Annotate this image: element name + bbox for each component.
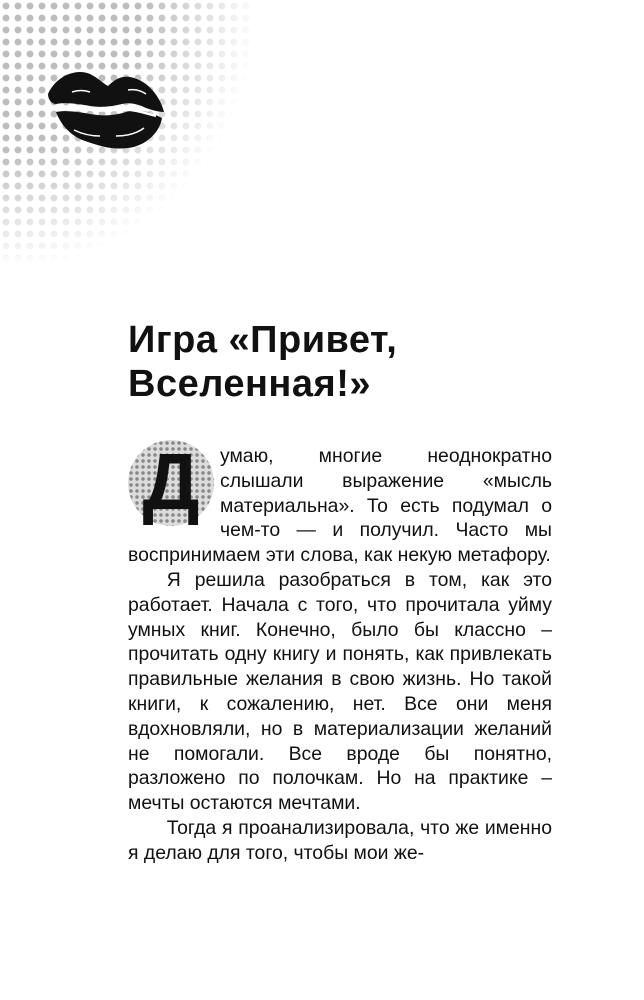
article-body <box>128 437 552 866</box>
drop-cap-letter: Д <box>142 437 200 526</box>
title-line-2: Вселенная!» <box>128 363 371 405</box>
title-line-1: Игра «Привет, <box>128 319 398 361</box>
page-title <box>128 318 598 406</box>
lips-kiss-icon <box>42 62 168 152</box>
paragraph-3: Тогда я проанализировала, что же именно я делаю для того, чтобы мои же- <box>128 816 552 864</box>
paragraph-1 <box>128 437 552 568</box>
paragraph-2: Я решила разобраться в том, как это работает. Начала с того, что прочитала уйму умных книг. Конечно, было бы классно – прочитать одну книгу и понять, как привлекать правильные желания в свою жизнь. Но такой книги, к сожалению, нет. Все они меня вдохновляли, но в материализации желаний не помогали. Все вроде бы понятно, разложено по полочкам. Но на практике – мечты остаются мечтами. <box>128 568 552 815</box>
drop-cap <box>128 438 214 528</box>
paragraph-1-text: умаю, многие неоднократно слышали выражение «мысль материальна». То есть подумал о чем-то — и получил. Часто мы воспринимаем эти слова, как некую метафору. <box>128 445 552 567</box>
